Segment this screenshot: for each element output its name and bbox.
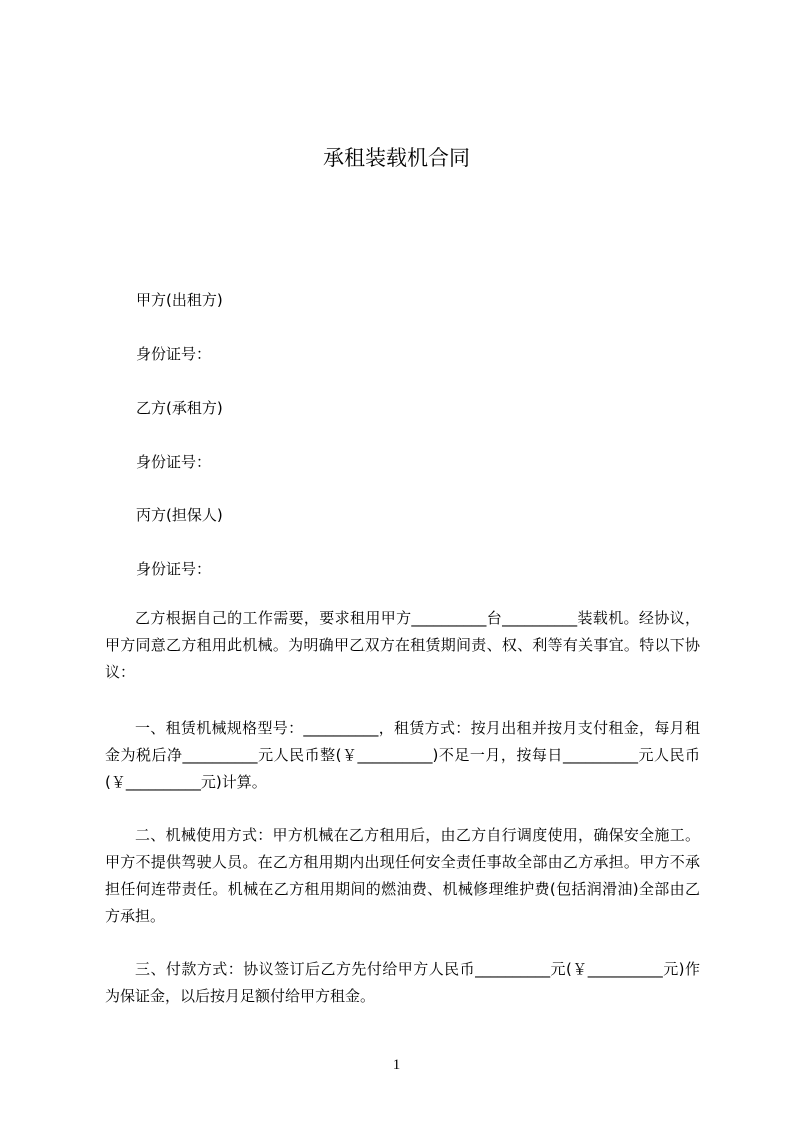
clause-2: 二、机械使用方式：甲方机械在乙方租用后，由乙方自行调度使用，确保安全施工。甲方不提供驾驶人员。在乙方租用期内出现任何安全责任事故全部由乙方承担。甲方不承担任何连带责任。机械在乙方租用期间的燃油费、机械修理维护费(包括润滑油)全部由乙方承担。 xyxy=(105,826,700,925)
clause-3: 三、付款方式：协议签订后乙方先付给甲方人民币__________元(￥__________元)作为保证金，以后按月足额付给甲方租金。 xyxy=(105,960,700,1005)
party-b-label: 乙方(承租方) xyxy=(136,399,223,417)
party-a-id-label: 身份证号： xyxy=(136,345,212,363)
intro-paragraph: 乙方根据自己的工作需要，要求租用甲方__________台__________装载机。经协议，甲方同意乙方租用此机械。为明确甲乙双方在租赁期间责、权、利等有关事宜。特以下协议： xyxy=(105,609,700,681)
party-c-id-label: 身份证号： xyxy=(136,560,212,578)
clause-1: 一、租赁机械规格型号：__________，租赁方式：按月出租并按月支付租金，每月租金为税后净__________元人民币整(￥__________)不足一月，按每日__________元人民币(￥__________元)计算。 xyxy=(105,719,700,791)
party-b-id-label: 身份证号： xyxy=(136,453,212,471)
page-number: 1 xyxy=(392,1057,401,1073)
party-c-label: 丙方(担保人) xyxy=(136,506,223,524)
party-a-label: 甲方(出租方) xyxy=(136,291,223,309)
document-title: 承租装载机合同 xyxy=(323,146,470,170)
